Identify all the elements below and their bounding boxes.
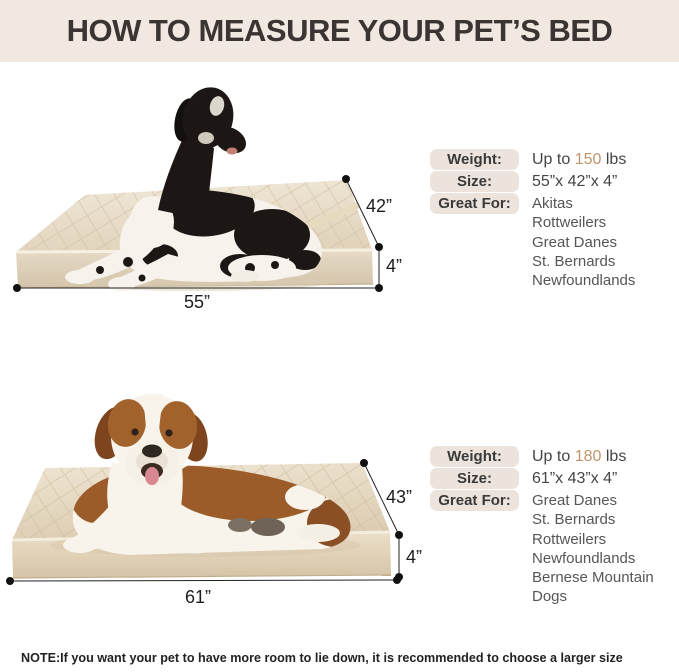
weight-value bbox=[532, 149, 626, 170]
size-row bbox=[430, 171, 676, 192]
breed-item: St. Bernards bbox=[532, 252, 616, 270]
great-for-row bbox=[430, 193, 676, 290]
great-for-label-pill: Great For: bbox=[430, 490, 519, 511]
breed-item: Newfoundlands bbox=[532, 549, 636, 567]
dog-paw-dark-2 bbox=[228, 518, 252, 532]
breed-list bbox=[519, 490, 676, 607]
weight-number: 150 bbox=[574, 151, 602, 168]
weight-number: 180 bbox=[574, 448, 602, 465]
dog-eye-right bbox=[165, 429, 172, 436]
dog-eye-left bbox=[131, 428, 138, 435]
dog-rear-paw bbox=[296, 524, 340, 542]
depth-label-61: 43” bbox=[386, 487, 413, 507]
breed-item: Great Danes bbox=[532, 492, 618, 509]
size-value: 61”x 43”x 4” bbox=[532, 470, 618, 487]
dog-front-paw-left bbox=[63, 537, 97, 553]
dog-front-paw-right bbox=[108, 277, 136, 291]
bed-61-illustration bbox=[0, 375, 430, 625]
breed-list bbox=[519, 193, 635, 290]
page-title: HOW TO MEASURE YOUR PET’S BED bbox=[66, 13, 613, 48]
depth-label-55: 42” bbox=[366, 196, 393, 216]
weight-label-pill: Weight: bbox=[430, 149, 519, 170]
great-for-row bbox=[430, 490, 676, 607]
breed-item: Akitas bbox=[532, 195, 573, 212]
weight-row bbox=[430, 446, 676, 467]
dog-front-paw-left bbox=[65, 270, 95, 284]
weight-label-pill: Weight: bbox=[430, 446, 519, 467]
breed-item: Rottweilers bbox=[532, 530, 607, 548]
size-label-pill: Size: bbox=[430, 468, 519, 489]
header-band bbox=[0, 0, 679, 62]
dog-tongue bbox=[227, 148, 238, 155]
dog-cheek-spot bbox=[198, 132, 214, 144]
size-row bbox=[430, 468, 676, 489]
bed-55-illustration bbox=[0, 70, 425, 320]
weight-unit: lbs bbox=[605, 151, 627, 168]
dog-nose bbox=[142, 445, 162, 458]
height-label-61: 4” bbox=[406, 547, 423, 567]
dog-tongue bbox=[145, 467, 159, 485]
dog-front-paw-right bbox=[175, 537, 215, 554]
footer-note: NOTE:If you want your pet to have more room to lie down, it is recommended to choose a larger size bbox=[21, 651, 623, 665]
weight-value bbox=[532, 446, 626, 467]
breed-item: Bernese Mountain Dogs bbox=[532, 569, 654, 606]
weight-prefix: Up to bbox=[532, 151, 571, 168]
breed-item: St. Bernards bbox=[532, 511, 616, 529]
size-value: 55”x 42”x 4” bbox=[532, 173, 618, 190]
dog-paw-dark bbox=[251, 518, 285, 536]
size-label-pill: Size: bbox=[430, 171, 519, 192]
breed-item: Newfoundlands bbox=[532, 272, 636, 290]
breed-item: Rottweilers bbox=[532, 214, 607, 232]
dog-rear-paw bbox=[231, 270, 259, 282]
width-label-55: 55” bbox=[183, 292, 211, 312]
weight-prefix: Up to bbox=[532, 448, 571, 465]
spec-panel-55 bbox=[430, 149, 676, 291]
spec-panel-61 bbox=[430, 446, 676, 608]
height-label-55: 4” bbox=[386, 256, 403, 276]
width-label-61: 61” bbox=[184, 587, 212, 607]
great-for-label-pill: Great For: bbox=[430, 193, 519, 214]
weight-unit: lbs bbox=[605, 448, 627, 465]
weight-row bbox=[430, 149, 676, 170]
breed-item: Great Danes bbox=[532, 233, 618, 251]
